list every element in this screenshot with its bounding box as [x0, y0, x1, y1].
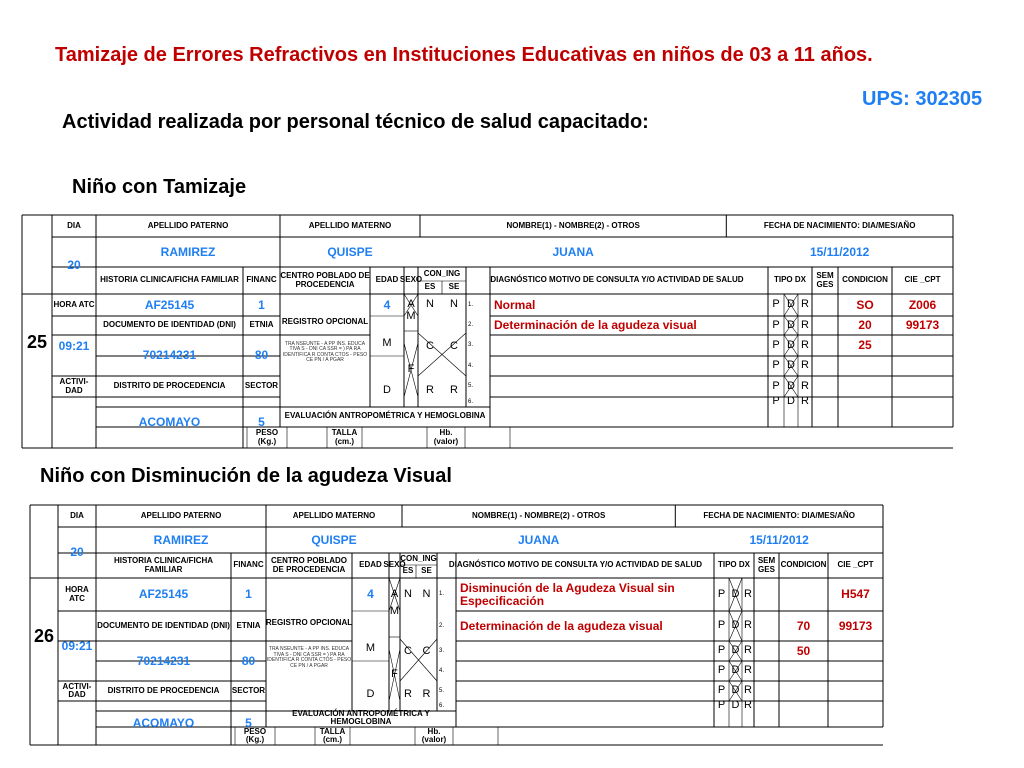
header-distrito: DISTRITO DE PROCEDENCIA: [113, 381, 226, 391]
con-ing-n-es: N: [426, 298, 434, 311]
tipo-dx-d: D: [787, 298, 795, 311]
header-condicion: CONDICION: [842, 275, 888, 285]
header-centro-poblado: CENTRO POBLADO DE PROCEDENCIA: [280, 271, 370, 289]
header-con-ing: CON_ING: [423, 268, 461, 278]
tipo-dx-d: D: [731, 587, 740, 600]
apellido-paterno-value: RAMIREZ: [153, 532, 209, 547]
header-documento: DOCUMENTO DE IDENTIDAD (DNI): [97, 620, 230, 630]
tipo-dx-p: P: [717, 644, 726, 657]
ups-code: UPS: 302305: [862, 88, 983, 110]
condicion-value: 20: [858, 318, 872, 333]
tipo-dx-p: P: [717, 699, 726, 712]
distrito-value: ACOMAYO: [138, 415, 201, 430]
day-number: 26: [33, 625, 55, 646]
hora-value: 09:21: [58, 338, 90, 353]
day-number: 25: [26, 332, 48, 353]
condicion-value: [779, 578, 828, 611]
diagnosis-row-number: 2.: [439, 622, 445, 629]
diagnosis-text: Normal: [494, 297, 536, 312]
tipo-dx-r: R: [744, 644, 752, 657]
edad-letter-d: D: [366, 688, 375, 701]
registro-opcional-text: TRA NSEUNTE - A PP INS. EDUCA TIVA S - DNI CA SSR = ) PA RA IDENTIFICA R CONTA CTOS - PESO CE PN / A PGAR: [282, 340, 368, 363]
header-dia: DIA: [67, 220, 81, 230]
header-fecha-nacimiento: FECHA DE NACIMIENTO: DIA/MES/AÑO: [763, 220, 916, 230]
header-actividad: ACTIVI-DAD: [59, 377, 89, 395]
header-sector: SECTOR: [244, 381, 279, 391]
tipo-dx-d: D: [731, 699, 740, 712]
edad-letter-m: M: [365, 642, 376, 655]
header-dia: DIA: [70, 510, 84, 520]
tipo-dx-d: D: [731, 619, 740, 632]
header-talla: TALLA (cm.): [319, 726, 346, 744]
tipo-dx-r: R: [744, 619, 752, 632]
fecha-nacimiento-value: 15/11/2012: [809, 244, 870, 259]
historia-clinica-value: AF25145: [144, 297, 195, 312]
tipo-dx-r: R: [744, 664, 752, 677]
diagnosis-row-number: 1.: [439, 591, 445, 598]
header-es: ES: [402, 566, 414, 576]
con-ing-n-se: N: [422, 587, 431, 600]
tipo-dx-d: D: [787, 395, 795, 408]
header-financ: FINANC: [233, 560, 264, 570]
header-financ: FINANC: [246, 275, 277, 285]
con-ing-r-se: R: [450, 383, 458, 396]
header-nombres: NOMBRE(1) - NOMBRE(2) - OTROS: [471, 510, 606, 520]
condicion-value: 25: [858, 338, 872, 353]
condicion-value: 70: [796, 618, 811, 633]
con-ing-c-es: C: [426, 339, 434, 352]
header-apellido-materno: APELLIDO MATERNO: [308, 220, 392, 230]
diagnosis-row-number: 5.: [468, 383, 474, 390]
header-con-ing: CON_ING: [400, 553, 437, 563]
header-edad: EDAD: [375, 275, 399, 285]
header-registro-opcional: REGISTRO OPCIONAL: [281, 317, 369, 327]
diagnosis-row-number: 1.: [468, 301, 474, 308]
header-sem-ges: SEM GES: [757, 556, 776, 574]
historia-clinica-value: AF25145: [138, 587, 189, 602]
distrito-value: ACOMAYO: [132, 715, 195, 730]
apellido-materno-value: QUISPE: [327, 244, 373, 259]
header-etnia: ETNIA: [236, 620, 261, 630]
section-label-disminucion: Niño con Disminución de la agudeza Visual: [40, 465, 452, 487]
tipo-dx-d: D: [787, 359, 795, 372]
header-cie-cpt: CIE _CPT: [904, 275, 941, 285]
sexo-letter-f: F: [407, 363, 415, 376]
etnia-value: 80: [254, 348, 269, 363]
financ-value: 1: [245, 587, 252, 602]
nombre-value: JUANA: [552, 244, 594, 259]
header-sem-ges: SEM GES: [816, 271, 834, 289]
header-hb: Hb. (valor): [433, 428, 459, 446]
tipo-dx-r: R: [801, 395, 809, 408]
diagnosis-row-number: 3.: [439, 647, 445, 654]
apellido-paterno-value: RAMIREZ: [160, 244, 216, 259]
con-ing-n-es: N: [404, 587, 412, 600]
diagnosis-row-number: 6.: [468, 398, 474, 405]
tipo-dx-r: R: [801, 359, 809, 372]
diagnosis-text: Disminución de la Agudeza Visual sin Especificación: [460, 580, 675, 608]
hora-value: 09:21: [61, 638, 93, 653]
header-talla: TALLA (cm.): [331, 428, 358, 446]
tipo-dx-p: P: [717, 684, 726, 697]
header-cie-cpt: CIE _CPT: [837, 560, 874, 570]
sexo-letter-m: M: [389, 604, 400, 617]
sexo-letter-m: M: [406, 309, 416, 322]
tipo-dx-p: P: [772, 338, 780, 351]
tipo-dx-p: P: [772, 379, 780, 392]
tipo-dx-r: R: [744, 684, 752, 697]
section-label-tamizaje: Niño con Tamizaje: [72, 176, 247, 198]
edad-value: 4: [383, 297, 391, 312]
header-distrito: DISTRITO DE PROCEDENCIA: [107, 685, 220, 695]
page-title: Tamizaje de Errores Refractivos en Instituciones Educativas en niños de 03 a 11 años.: [55, 44, 873, 66]
header-se: SE: [421, 566, 432, 576]
con-ing-c-se: C: [450, 339, 458, 352]
cie-cpt-value: 99173: [905, 318, 940, 333]
etnia-value: 80: [241, 653, 256, 668]
header-hb: Hb. (valor): [421, 726, 447, 744]
dia-value: 20: [67, 258, 81, 273]
diagnosis-row-number: 4.: [468, 362, 474, 369]
nombre-value: JUANA: [517, 532, 560, 547]
header-historia-clinica: HISTORIA CLINICA/FICHA FAMILIAR: [100, 275, 239, 285]
apellido-materno-value: QUISPE: [311, 532, 357, 547]
con-ing-r-se: R: [422, 688, 431, 701]
sector-value: 5: [258, 415, 265, 430]
header-fecha-nacimiento: FECHA DE NACIMIENTO: DIA/MES/AÑO: [703, 510, 855, 520]
tipo-dx-r: R: [801, 318, 809, 331]
tipo-dx-p: P: [772, 298, 780, 311]
tipo-dx-p: P: [717, 664, 726, 677]
tipo-dx-p: P: [772, 395, 780, 408]
page-subtitle: Actividad realizada por personal técnico de salud capacitado:: [62, 111, 649, 133]
header-diagnostico: DIAGNÓSTICO MOTIVO DE CONSULTA Y/O ACTIVIDAD DE SALUD: [448, 560, 703, 570]
header-sexo: SEXO: [399, 275, 423, 285]
fecha-nacimiento-value: 15/11/2012: [749, 532, 809, 547]
header-nombres: NOMBRE(1) - NOMBRE(2) - OTROS: [506, 220, 640, 230]
cie-cpt-value: H547: [841, 587, 870, 602]
condicion-value: 50: [796, 643, 811, 658]
header-hora-atc: HORA ATC: [65, 585, 89, 603]
con-ing-r-es: R: [426, 383, 434, 396]
edad-value: 4: [367, 587, 374, 602]
tipo-dx-d: D: [787, 318, 795, 331]
dni-value: 70214231: [142, 348, 197, 363]
tipo-dx-r: R: [801, 338, 809, 351]
tipo-dx-r: R: [801, 298, 809, 311]
header-evaluacion: EVALUACIÓN ANTROPOMÉTRICA Y HEMOGLOBINA: [284, 410, 486, 420]
tipo-dx-p: P: [772, 359, 780, 372]
header-diagnostico: DIAGNÓSTICO MOTIVO DE CONSULTA Y/O ACTIVIDAD DE SALUD: [490, 275, 744, 285]
dia-value: 20: [70, 545, 84, 560]
header-se: SE: [448, 282, 460, 292]
tipo-dx-d: D: [787, 379, 795, 392]
con-ing-n-se: N: [450, 298, 458, 311]
tipo-dx-d: D: [731, 664, 740, 677]
cie-cpt-value: Z006: [908, 297, 937, 312]
con-ing-c-se: C: [422, 645, 431, 658]
tipo-dx-p: P: [772, 318, 780, 331]
header-edad: EDAD: [359, 560, 382, 570]
tipo-dx-d: D: [787, 338, 795, 351]
header-actividad: ACTIVI-DAD: [62, 681, 92, 699]
condicion-value: SO: [856, 297, 874, 312]
sector-value: 5: [245, 715, 252, 730]
edad-letter-d: D: [383, 383, 391, 396]
diagnosis-row-number: 3.: [468, 342, 474, 349]
diagnosis-row-number: 4.: [439, 667, 445, 674]
tipo-dx-p: P: [717, 587, 726, 600]
diagnosis-row-number: 2.: [468, 322, 474, 329]
header-apellido-paterno: APELLIDO PATERNO: [140, 510, 222, 520]
header-apellido-paterno: APELLIDO PATERNO: [147, 220, 229, 230]
edad-letter-a: A: [407, 298, 415, 311]
diagnosis-row-number: 5.: [439, 687, 445, 694]
con-ing-c-es: C: [404, 645, 412, 658]
header-sector: SECTOR: [231, 685, 266, 695]
edad-letter-a: A: [390, 587, 399, 600]
tipo-dx-d: D: [731, 684, 740, 697]
header-sexo: SEXO: [383, 560, 406, 570]
registro-opcional-text: TRA NSEUNTE - A PP INS. EDUCA TIVA S - DNI CA SSR = ) PA RA IDENTIFICA R CONTA CTOS - PESO CE PN / A PGAR: [266, 646, 352, 669]
header-evaluacion: EVALUACIÓN ANTROPOMÉTRICA Y HEMOGLOBINA: [292, 708, 430, 726]
edad-letter-m: M: [382, 336, 392, 349]
tipo-dx-r: R: [744, 587, 752, 600]
dni-value: 70214231: [136, 653, 191, 668]
header-etnia: ETNIA: [249, 320, 274, 330]
con-ing-r-es: R: [404, 688, 412, 701]
header-hora-atc: HORA ATC: [53, 299, 95, 309]
tipo-dx-p: P: [717, 619, 726, 632]
financ-value: 1: [258, 297, 265, 312]
diagnosis-text: Determinación de la agudeza visual: [494, 318, 697, 333]
header-tipo-dx: TIPO DX: [773, 275, 806, 285]
diagnosis-row-number: 6.: [439, 702, 445, 709]
tipo-dx-r: R: [801, 379, 809, 392]
header-registro-opcional: REGISTRO OPCIONAL: [265, 617, 353, 627]
header-historia-clinica: HISTORIA CLINICA/FICHA FAMILIAR: [113, 556, 214, 574]
cie-cpt-value: 99173: [838, 618, 873, 633]
tipo-dx-d: D: [731, 644, 740, 657]
diagnosis-text: Determinación de la agudeza visual: [460, 618, 663, 633]
sexo-letter-f: F: [391, 668, 398, 681]
header-condicion: CONDICION: [780, 560, 827, 570]
tipo-dx-r: R: [744, 699, 752, 712]
header-documento: DOCUMENTO DE IDENTIDAD (DNI): [103, 320, 236, 330]
header-es: ES: [424, 282, 436, 292]
header-peso: PESO (Kg.): [255, 428, 279, 446]
header-centro-poblado: CENTRO POBLADO DE PROCEDENCIA: [271, 556, 347, 574]
header-tipo-dx: TIPO DX: [717, 560, 750, 570]
header-apellido-materno: APELLIDO MATERNO: [292, 510, 376, 520]
header-peso: PESO (Kg.): [243, 726, 267, 744]
